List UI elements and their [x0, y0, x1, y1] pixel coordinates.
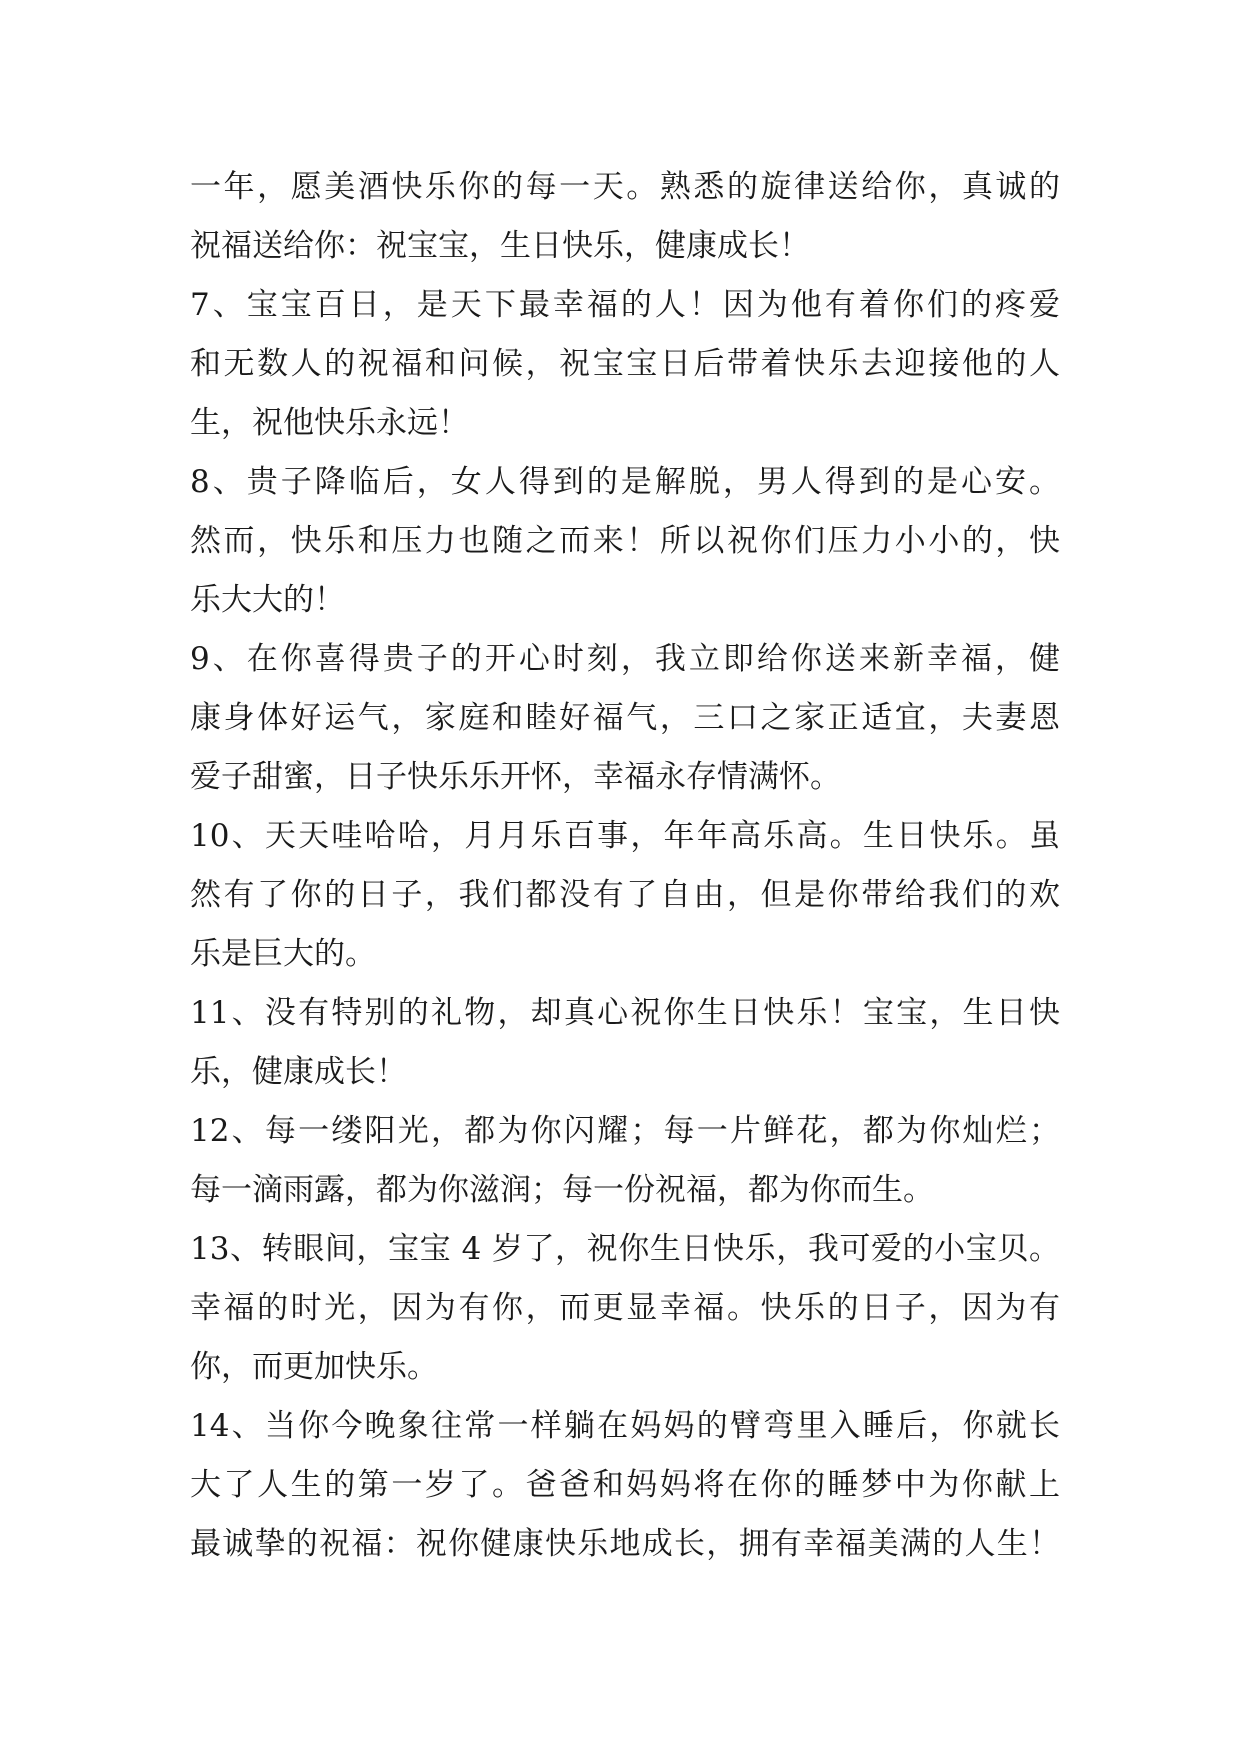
document-body	[190, 158, 1060, 1574]
text-line: 然有了你的日子，我们都没有了自由，但是你带给我们的欢	[190, 877, 1060, 913]
text-line: 11、没有特别的礼物，却真心祝你生日快乐！宝宝，生日快	[190, 995, 1060, 1031]
text-line: 乐，健康成长！	[190, 1054, 407, 1090]
text-line: 一年，愿美酒快乐你的每一天。熟悉的旋律送给你，真诚的	[190, 169, 1060, 205]
text-line: 和无数人的祝福和问候，祝宝宝日后带着快乐去迎接他的人	[190, 346, 1060, 382]
text-line: 12、每一缕阳光，都为你闪耀；每一片鲜花，都为你灿烂；	[190, 1113, 1060, 1149]
text-line: 最诚挚的祝福：祝你健康快乐地成长，拥有幸福美满的人生！	[190, 1526, 1060, 1562]
text-line: 大了人生的第一岁了。爸爸和妈妈将在你的睡梦中为你献上	[190, 1467, 1060, 1503]
text-line: 然而，快乐和压力也随之而来！所以祝你们压力小小的，快	[190, 523, 1060, 559]
text-line: 9、在你喜得贵子的开心时刻，我立即给你送来新幸福，健	[190, 641, 1060, 677]
text-line: 13、转眼间，宝宝 4 岁了，祝你生日快乐，我可爱的小宝贝。	[190, 1231, 1060, 1267]
text-line: 祝福送给你：祝宝宝，生日快乐，健康成长！	[190, 228, 810, 264]
text-line: 你，而更加快乐。	[190, 1349, 438, 1385]
text-line: 7、宝宝百日，是天下最幸福的人！因为他有着你们的疼爱	[190, 287, 1060, 323]
text-line: 乐是巨大的。	[190, 936, 376, 972]
text-line: 每一滴雨露，都为你滋润；每一份祝福，都为你而生。	[190, 1172, 934, 1208]
text-line: 乐大大的！	[190, 582, 345, 618]
text-line: 10、天天哇哈哈，月月乐百事，年年高乐高。生日快乐。虽	[190, 818, 1060, 854]
text-line: 爱子甜蜜，日子快乐乐开怀，幸福永存情满怀。	[190, 759, 841, 795]
text-line: 8、贵子降临后，女人得到的是解脱，男人得到的是心安。	[190, 464, 1060, 500]
text-line: 生，祝他快乐永远！	[190, 405, 469, 441]
text-line: 14、当你今晚象往常一样躺在妈妈的臂弯里入睡后，你就长	[190, 1408, 1060, 1444]
text-line: 幸福的时光，因为有你，而更显幸福。快乐的日子，因为有	[190, 1290, 1060, 1326]
text-line: 康身体好运气，家庭和睦好福气，三口之家正适宜，夫妻恩	[190, 700, 1060, 736]
